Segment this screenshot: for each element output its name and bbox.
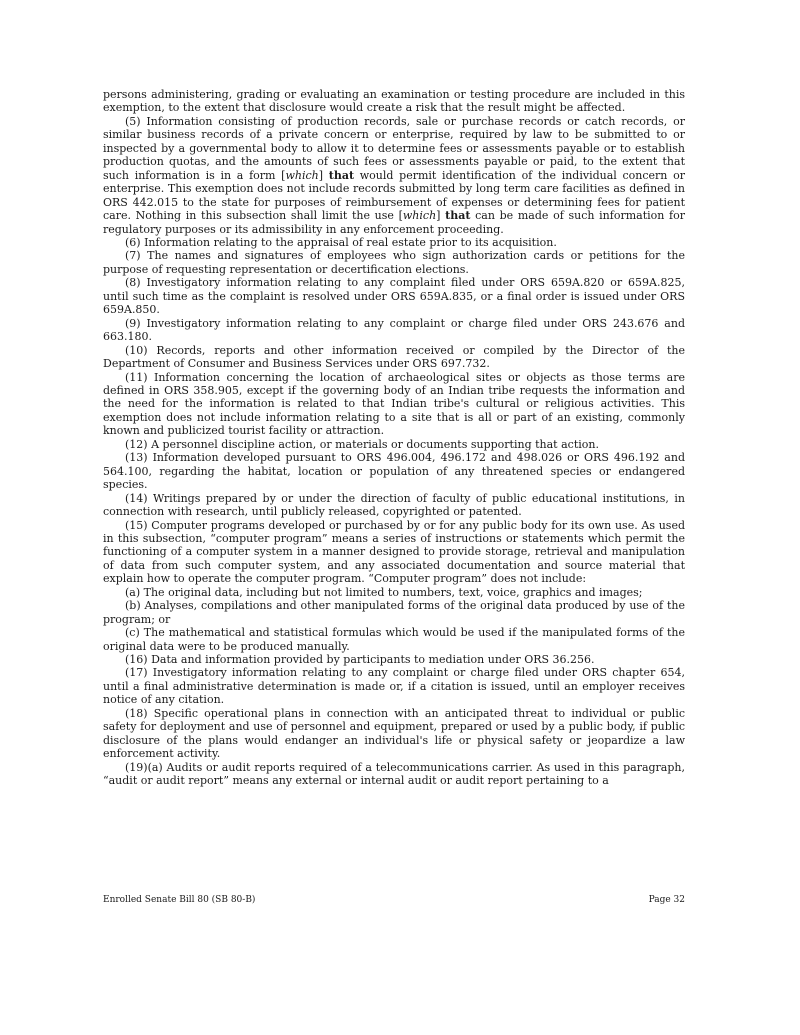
- paragraph-11: (11) Information concerning the location of archaeological sites or objects as those terms are defined in ORS 358.905, except if the governing body of an Indian tribe requests the information and the need for the information is related to that Indian tribe's cultural or religious activities. This exemption does not include information relating to a site that is all or part of an existing, commonly known and publicized tourist facility or attraction.: [103, 370, 685, 438]
- page-number: Page 32: [648, 895, 685, 905]
- deleted-word-which: which: [402, 209, 437, 223]
- paragraph-12: (12) A personnel discipline action, or materials or documents supporting that action.: [125, 437, 599, 451]
- paragraph-5-text-b: ]: [318, 168, 329, 182]
- added-word-that: that: [328, 168, 355, 182]
- paragraph-5-text-a: (5) Information consisting of production records, sale or purchase records or catch records, or similar business records of a private concern or enterprise, required by law to be submitted to or inspected by a governmental body to allow it to determine fees or assessments payable or to establish production quotas, and the amounts of such fees or assessments payable or paid, to the extent that such information is in a form [: [103, 114, 685, 182]
- paragraph-15a: (a) The original data, including but not limited to numbers, text, voice, graphics and images;: [125, 585, 643, 599]
- paragraph-18: (18) Specific operational plans in connection with an anticipated threat to individual or public safety for deployment and use of personnel and equipment, prepared or used by a public body, if public disclosure of the plans would endanger an individual's life or physical safety or jeopardize a law enforcement activity.: [103, 706, 685, 761]
- paragraph-5-text-d: ]: [436, 209, 446, 223]
- document-body: [103, 88, 685, 788]
- paragraph-14: (14) Writings prepared by or under the direction of faculty of public educational institutions, in connection with research, until publicly released, copyrighted or patented.: [103, 491, 685, 519]
- added-word-that: that: [445, 209, 471, 223]
- paragraph-16: (16) Data and information provided by participants to mediation under ORS 36.256.: [125, 653, 595, 667]
- paragraph-13: (13) Information developed pursuant to ORS 496.004, 496.172 and 498.026 or ORS 496.192 and 564.100, regarding the habitat, location or population of any threatened species or endangered species.: [103, 451, 685, 492]
- page-footer: [103, 895, 685, 905]
- paragraph-5-text-c: would permit identification of the individual concern or enterprise. This exemption does not include records submitted by long term care facilities as defined in ORS 442.015 to the state for purposes of reimbursement of expenses or determining fees for patient care. Nothing in this subsection shall limit the use [: [103, 168, 685, 223]
- paragraph-10: (10) Records, reports and other information received or compiled by the Director of the Department of Consumer and Business Services under ORS 697.732.: [103, 343, 685, 371]
- paragraph-continuation: persons administering, grading or evaluating an examination or testing procedure are included in this exemption, to the extent that disclosure would create a risk that the result might be affected.: [103, 88, 685, 115]
- deleted-word-which: which: [285, 168, 319, 182]
- bill-identifier: Enrolled Senate Bill 80 (SB 80-B): [103, 895, 256, 905]
- paragraph-9: (9) Investigatory information relating to any complaint or charge filed under ORS 243.676 and 663.180.: [103, 316, 685, 344]
- paragraph-6: (6) Information relating to the appraisal of real estate prior to its acquisition.: [125, 235, 557, 249]
- paragraph-8: (8) Investigatory information relating to any complaint filed under ORS 659A.820 or 659A.825, until such time as the complaint is resolved under ORS 659A.835, or a final order is issued under ORS 659A.850.: [103, 276, 685, 317]
- paragraph-17: (17) Investigatory information relating to any complaint or charge filed under ORS chapter 654, until a final administrative determination is made or, if a citation is issued, until an employer receives notice of any citation.: [103, 666, 685, 707]
- paragraph-7: (7) The names and signatures of employees who sign authorization cards or petitions for the purpose of requesting representation or decertification elections.: [103, 249, 685, 276]
- paragraph-5: [103, 115, 685, 236]
- paragraph-15b: (b) Analyses, compilations and other manipulated forms of the original data produced by use of the program; or: [103, 599, 685, 626]
- paragraph-19: (19)(a) Audits or audit reports required of a telecommunications carrier. As used in this paragraph, “audit or audit report” means any external or internal audit or audit report pertaining to a: [103, 760, 685, 788]
- paragraph-15c: (c) The mathematical and statistical formulas which would be used if the manipulated forms of the original data were to be produced manually.: [103, 626, 685, 653]
- paragraph-5-text-e: can be made of such information for regulatory purposes or its admissibility in any enforcement proceeding.: [103, 209, 685, 236]
- paragraph-15: (15) Computer programs developed or purchased by or for any public body for its own use. As used in this subsection, “computer program” means a series of instructions or statements which permit the functioning of a computer system in a manner designed to provide storage, retrieval and manipulation of data from such computer system, and any associated documentation and source material that explain how to operate the computer program. “Computer program” does not include:: [103, 518, 685, 586]
